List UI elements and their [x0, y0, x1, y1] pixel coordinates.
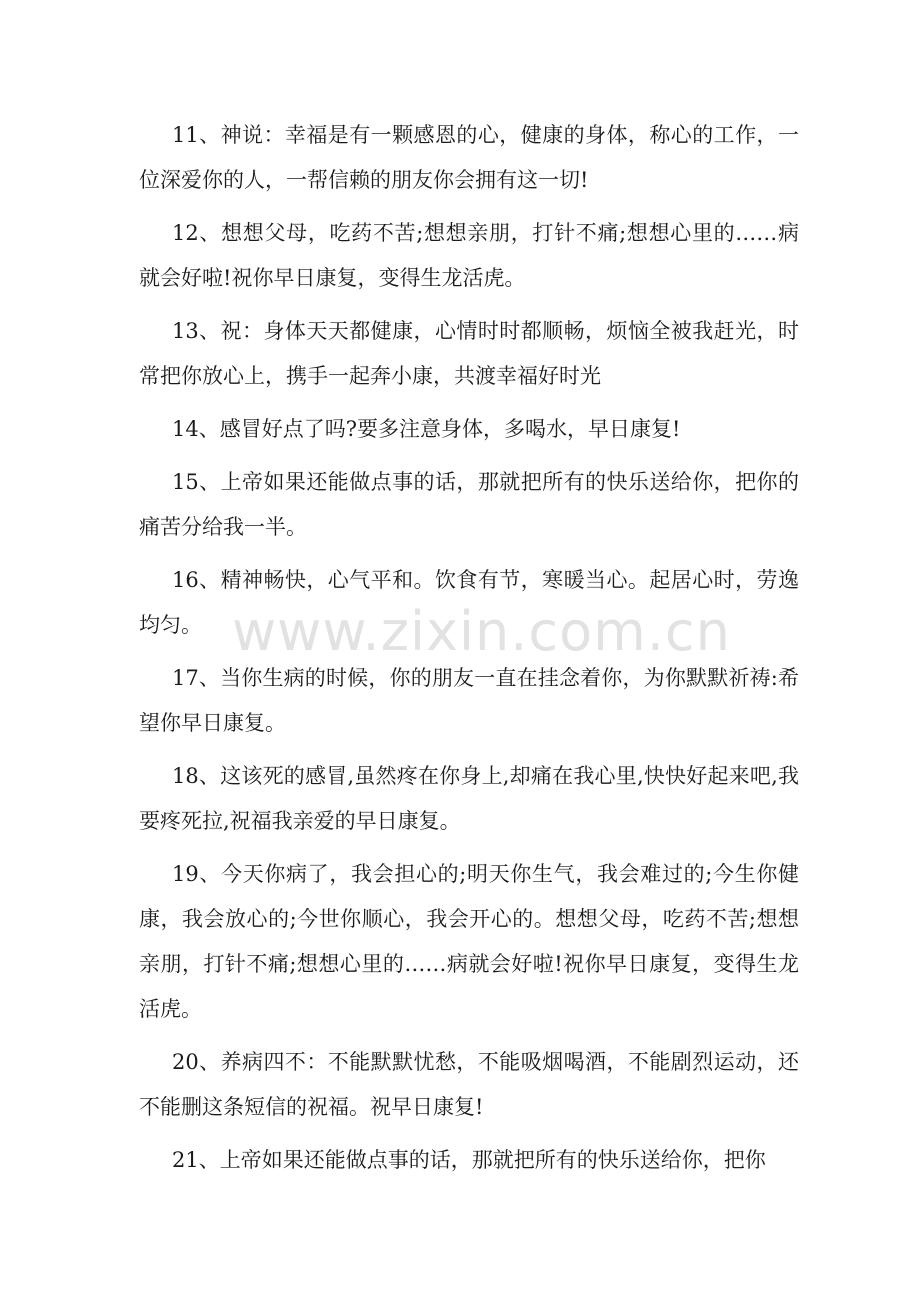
paragraph-21: 21、上帝如果还能做点事的话，那就把所有的快乐送给你，把你 [172, 1148, 766, 1172]
paragraph-11: 11、神说：幸福是有一颗感恩的心，健康的身体，称心的工作，一位深爱你的人，一帮信赖的朋友你会拥有这一切! [139, 123, 799, 192]
paragraph-18: 18、这该死的感冒,虽然疼在你身上,却痛在我心里,快快好起来吧,我要疼死拉,祝福我亲爱的早日康复。 [139, 764, 799, 833]
paragraph-17: 17、当你生病的时候，你的朋友一直在挂念着你，为你默默祈祷:希望你早日康复。 [139, 666, 799, 735]
paragraph-15: 15、上帝如果还能做点事的话，那就把所有的快乐送给你，把你的痛苦分给我一半。 [139, 470, 799, 539]
watermark: www.zixin.com.cn [232, 600, 731, 663]
document-body [139, 113, 799, 1191]
paragraph-14: 14、感冒好点了吗?要多注意身体，多喝水，早日康复! [172, 417, 681, 441]
paragraph-12: 12、想想父母，吃药不苦;想想亲朋，打针不痛;想想心里的……病就会好啦!祝你早日康复，变得生龙活虎。 [139, 221, 799, 290]
paragraph-13: 13、祝：身体天天都健康，心情时时都顺畅，烦恼全被我赶光，时常把你放心上，携手一起奔小康，共渡幸福好时光 [139, 319, 799, 388]
paragraph-19: 19、今天你病了，我会担心的;明天你生气，我会难过的;今生你健康，我会放心的;今世你顺心，我会开心的。想想父母，吃药不苦;想想亲朋，打针不痛;想想心里的……病就会好啦!祝你早日康复，变得生龙活虎。 [139, 862, 799, 1021]
paragraph-20: 20、养病四不：不能默默忧愁，不能吸烟喝酒，不能剧烈运动，还不能删这条短信的祝福。祝早日康复! [139, 1050, 799, 1119]
paragraph-16: 16、精神畅快，心气平和。饮食有节，寒暖当心。起居心时，劳逸均匀。 [139, 568, 799, 637]
